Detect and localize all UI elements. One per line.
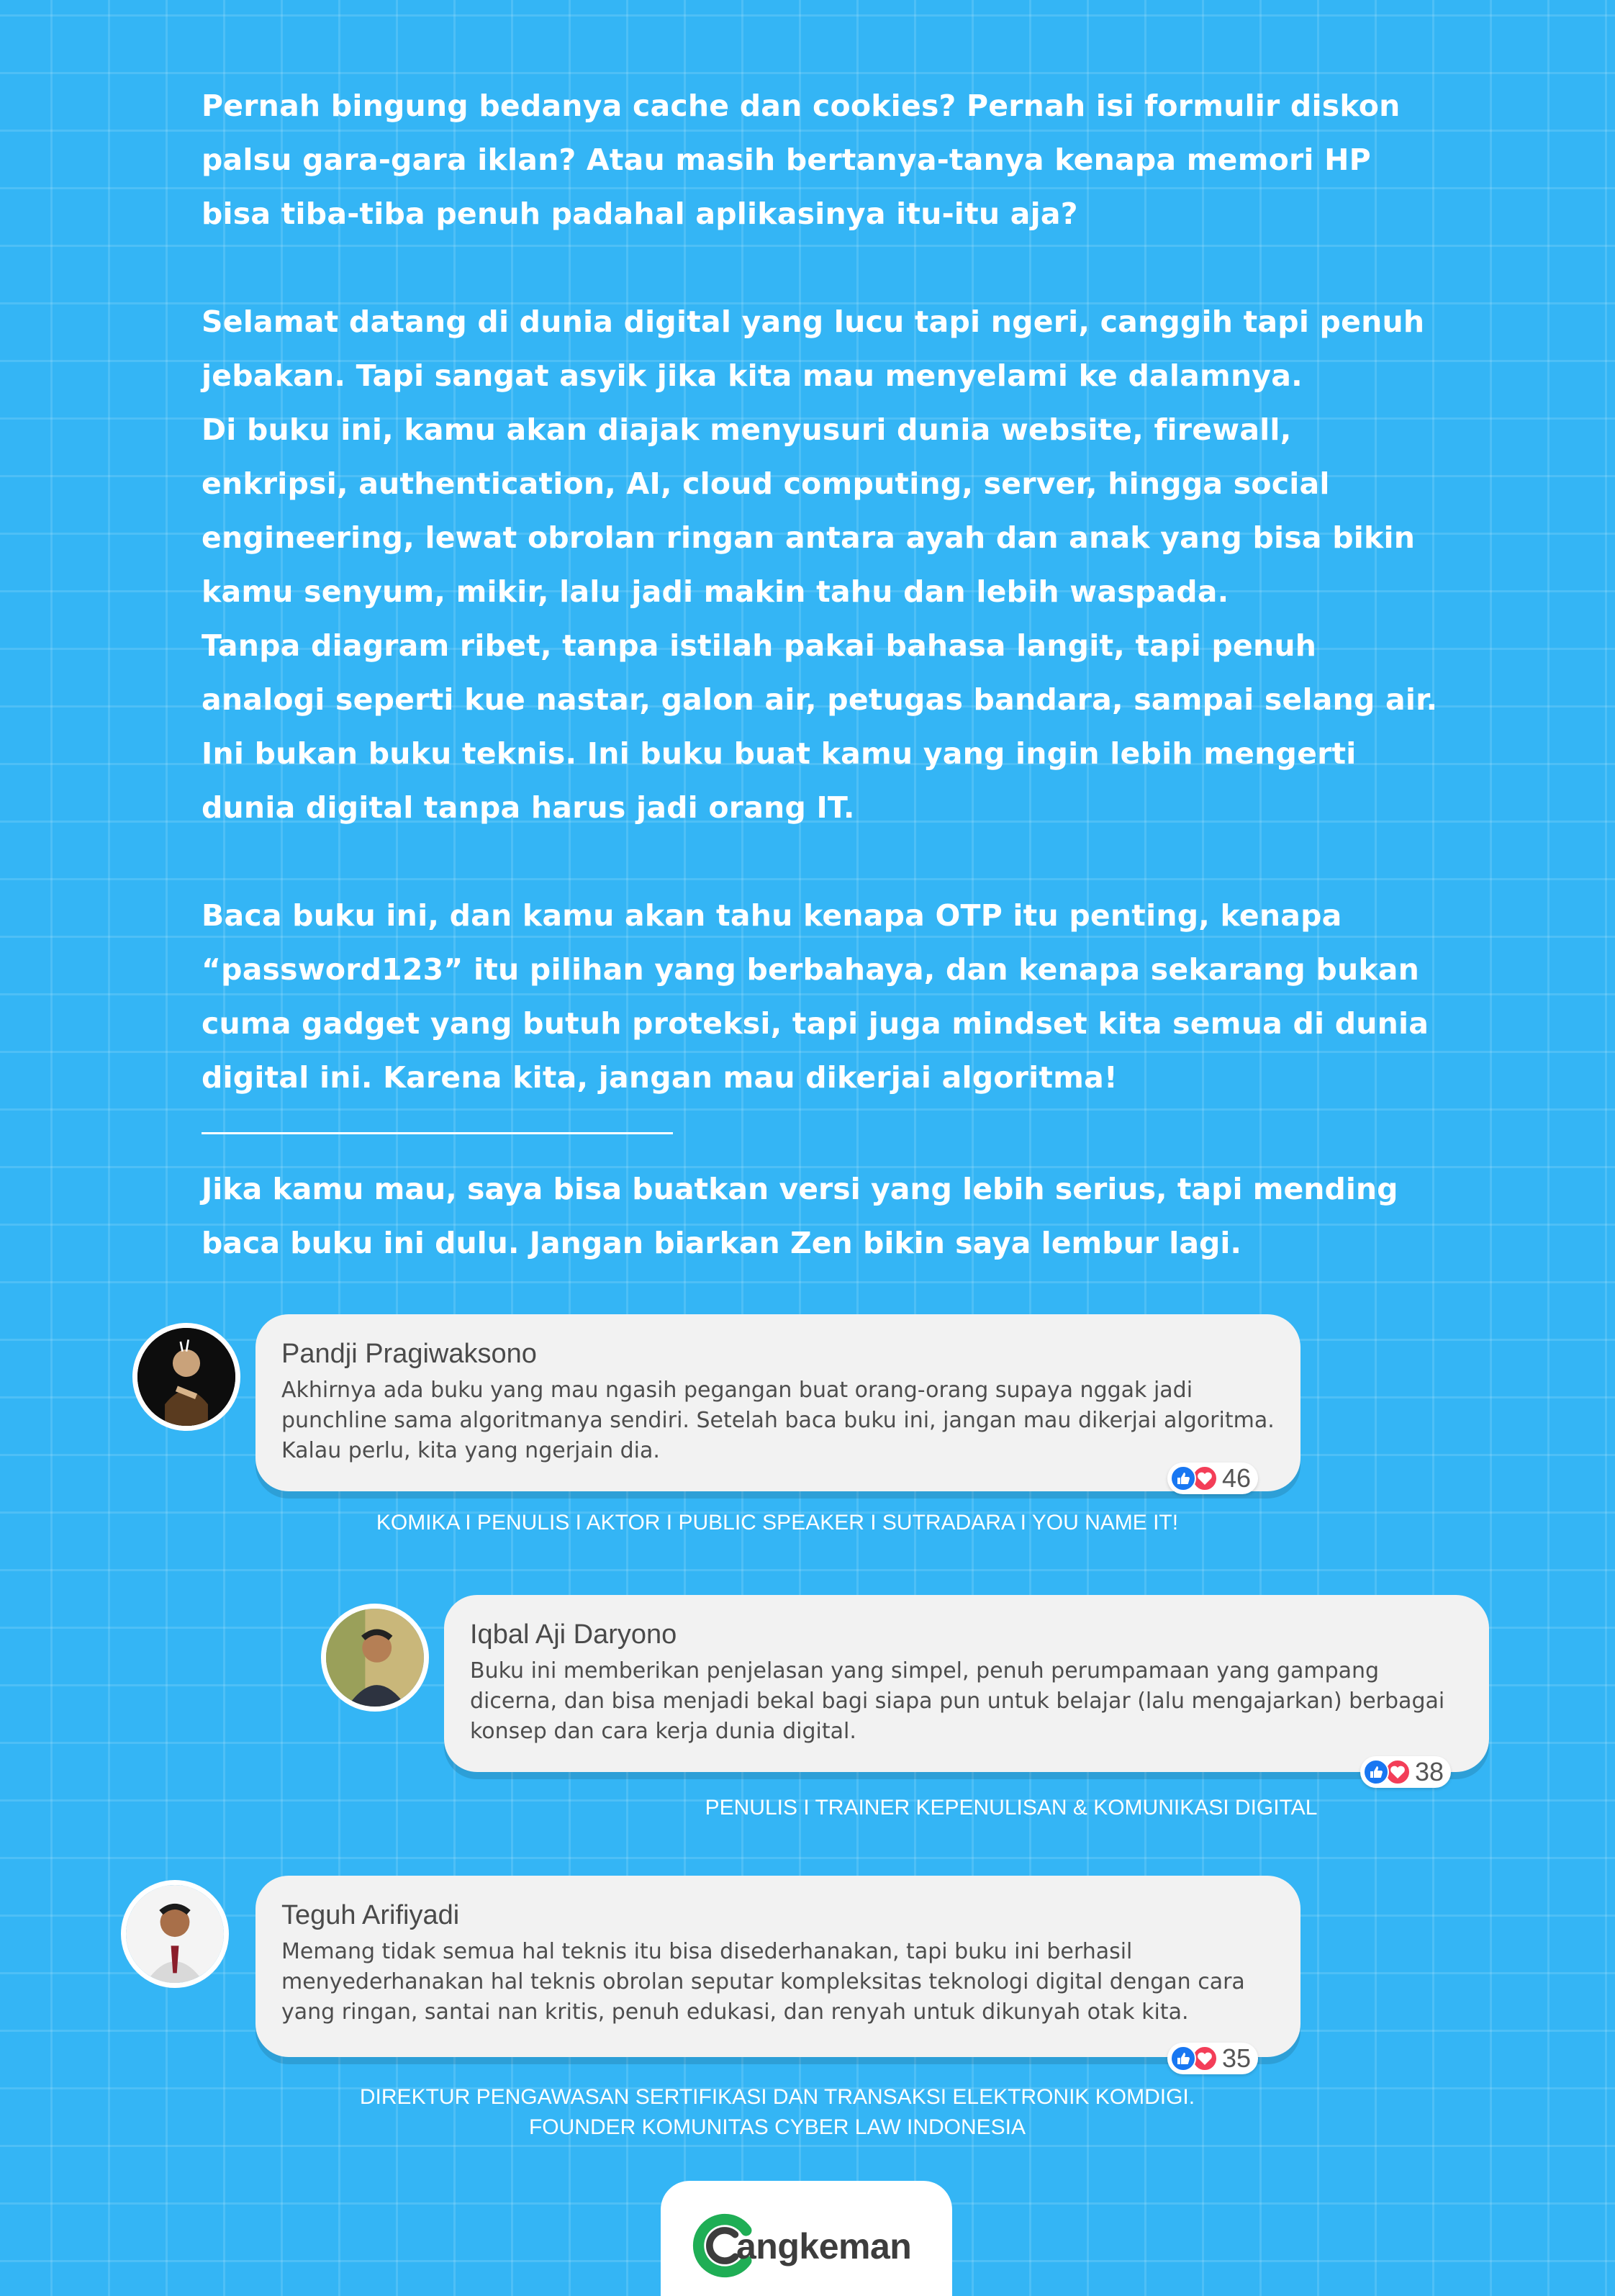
publisher-logo	[661, 2181, 952, 2296]
like-icon	[1363, 1759, 1389, 1785]
testimonial-name: Pandji Pragiwaksono	[281, 1339, 537, 1369]
testimonial-card-2	[444, 1595, 1489, 1772]
testimonial-text: Akhirnya ada buku yang mau ngasih pegangan buat orang-orang supaya nggak jadi punchline sama algoritmanya sendiri. Setelah baca buku ini, jangan mau dikerjai algoritma. Kalau perlu, kita yang ngerjain dia.	[281, 1378, 1275, 1463]
role-line-1: DIREKTUR PENGAWASAN SERTIFIKASI DAN TRANSAKSI ELEKTRONIK KOMDIGI.	[359, 2085, 1195, 2109]
divider	[202, 1132, 673, 1134]
like-icon	[1170, 1465, 1196, 1491]
publisher-name: angkeman	[736, 2226, 912, 2266]
reaction-count-3[interactable]	[1167, 2043, 1258, 2074]
testimonial-name: Teguh Arifiyadi	[281, 1900, 460, 1930]
reaction-count: 35	[1222, 2043, 1252, 2073]
like-icon	[1170, 2046, 1196, 2071]
testimonial-text: Buku ini memberikan penjelasan yang simpel, penuh perumpamaan yang gampang dicerna, dan bisa menjadi bekal bagi siapa pun untuk belajar (lalu mengajarkan) berbagai konsep dan cara kerja dunia digital.	[470, 1658, 1445, 1744]
testimonial-name: Iqbal Aji Daryono	[470, 1619, 677, 1650]
testimonial-role-2: PENULIS I TRAINER KEPENULISAN & KOMUNIKASI DIGITAL	[705, 1796, 1318, 1820]
blurb-paragraph-6: Baca buku ini, dan kamu akan tahu kenapa OTP itu penting, kenapa “password123” itu pilihan yang berbahaya, dan kenapa sekarang bukan cuma gadget yang butuh proteksi, tapi juga mindset kita semua di dunia digital ini. Karena kita, jangan mau dikerjai algoritma!	[202, 898, 1429, 1095]
testimonial-card-3	[255, 1876, 1300, 2057]
person-photo-icon	[126, 1885, 224, 1983]
reaction-count: 46	[1222, 1463, 1252, 1493]
blurb-paragraph-5: Ini bukan buku teknis. Ini buku buat kamu yang ingin lebih mengerti dunia digital tanpa harus jadi orang IT.	[202, 736, 1357, 825]
person-photo-icon	[326, 1609, 424, 1707]
closing-paragraph: Jika kamu mau, saya bisa buatkan versi yang lebih serius, tapi mending baca buku ini dulu. Jangan biarkan Zen bikin saya lembur lagi.	[202, 1172, 1398, 1260]
testimonial-text: Memang tidak semua hal teknis itu bisa disederhanakan, tapi buku ini berhasil menyederhanakan hal teknis obrolan seputar kompleksitas teknologi digital dengan cara yang ringan, santai nan kritis, penuh edukasi, dan renyah untuk dikunyah otak kita.	[281, 1939, 1245, 2025]
blurb-paragraph-4: Tanpa diagram ribet, tanpa istilah pakai bahasa langit, tapi penuh analogi seperti kue nastar, galon air, petugas bandara, sampai selang air.	[202, 628, 1438, 717]
reaction-count: 38	[1415, 1757, 1444, 1786]
testimonial-role-1: KOMIKA I PENULIS I AKTOR I PUBLIC SPEAKER I SUTRADARA I YOU NAME IT!	[376, 1511, 1179, 1535]
person-photo-icon	[137, 1328, 235, 1426]
blurb-paragraph-2: Selamat datang di dunia digital yang lucu tapi ngeri, canggih tapi penuh jebakan. Tapi sangat asyik jika kita mau menyelami ke dalamnya.	[202, 304, 1425, 393]
back-cover-blurb	[202, 79, 1439, 1105]
closing-note	[202, 1162, 1439, 1270]
reaction-count-2[interactable]	[1360, 1756, 1451, 1788]
avatar-teguh	[121, 1880, 229, 1988]
blurb-paragraph-3: Di buku ini, kamu akan diajak menyusuri dunia website, firewall, enkripsi, authentication, AI, cloud computing, server, hingga social engineering, lewat obrolan ringan antara ayah dan anak yang bisa bikin kamu senyum, mikir, lalu jadi makin tahu dan lebih waspada.	[202, 412, 1416, 609]
avatar-pandji	[132, 1323, 240, 1431]
testimonial-card-1	[255, 1314, 1300, 1491]
reaction-count-1[interactable]	[1167, 1463, 1258, 1494]
blurb-paragraph-1: Pernah bingung bedanya cache dan cookies? Pernah isi formulir diskon palsu gara-gara iklan? Atau masih bertanya-tanya kenapa memori HP bisa tiba-tiba penuh padahal aplikasinya itu-itu aja?	[202, 89, 1401, 231]
testimonial-role-3	[273, 2082, 1281, 2143]
avatar-iqbal	[321, 1604, 429, 1712]
role-line-2: FOUNDER KOMUNITAS CYBER LAW INDONESIA	[528, 2115, 1026, 2139]
